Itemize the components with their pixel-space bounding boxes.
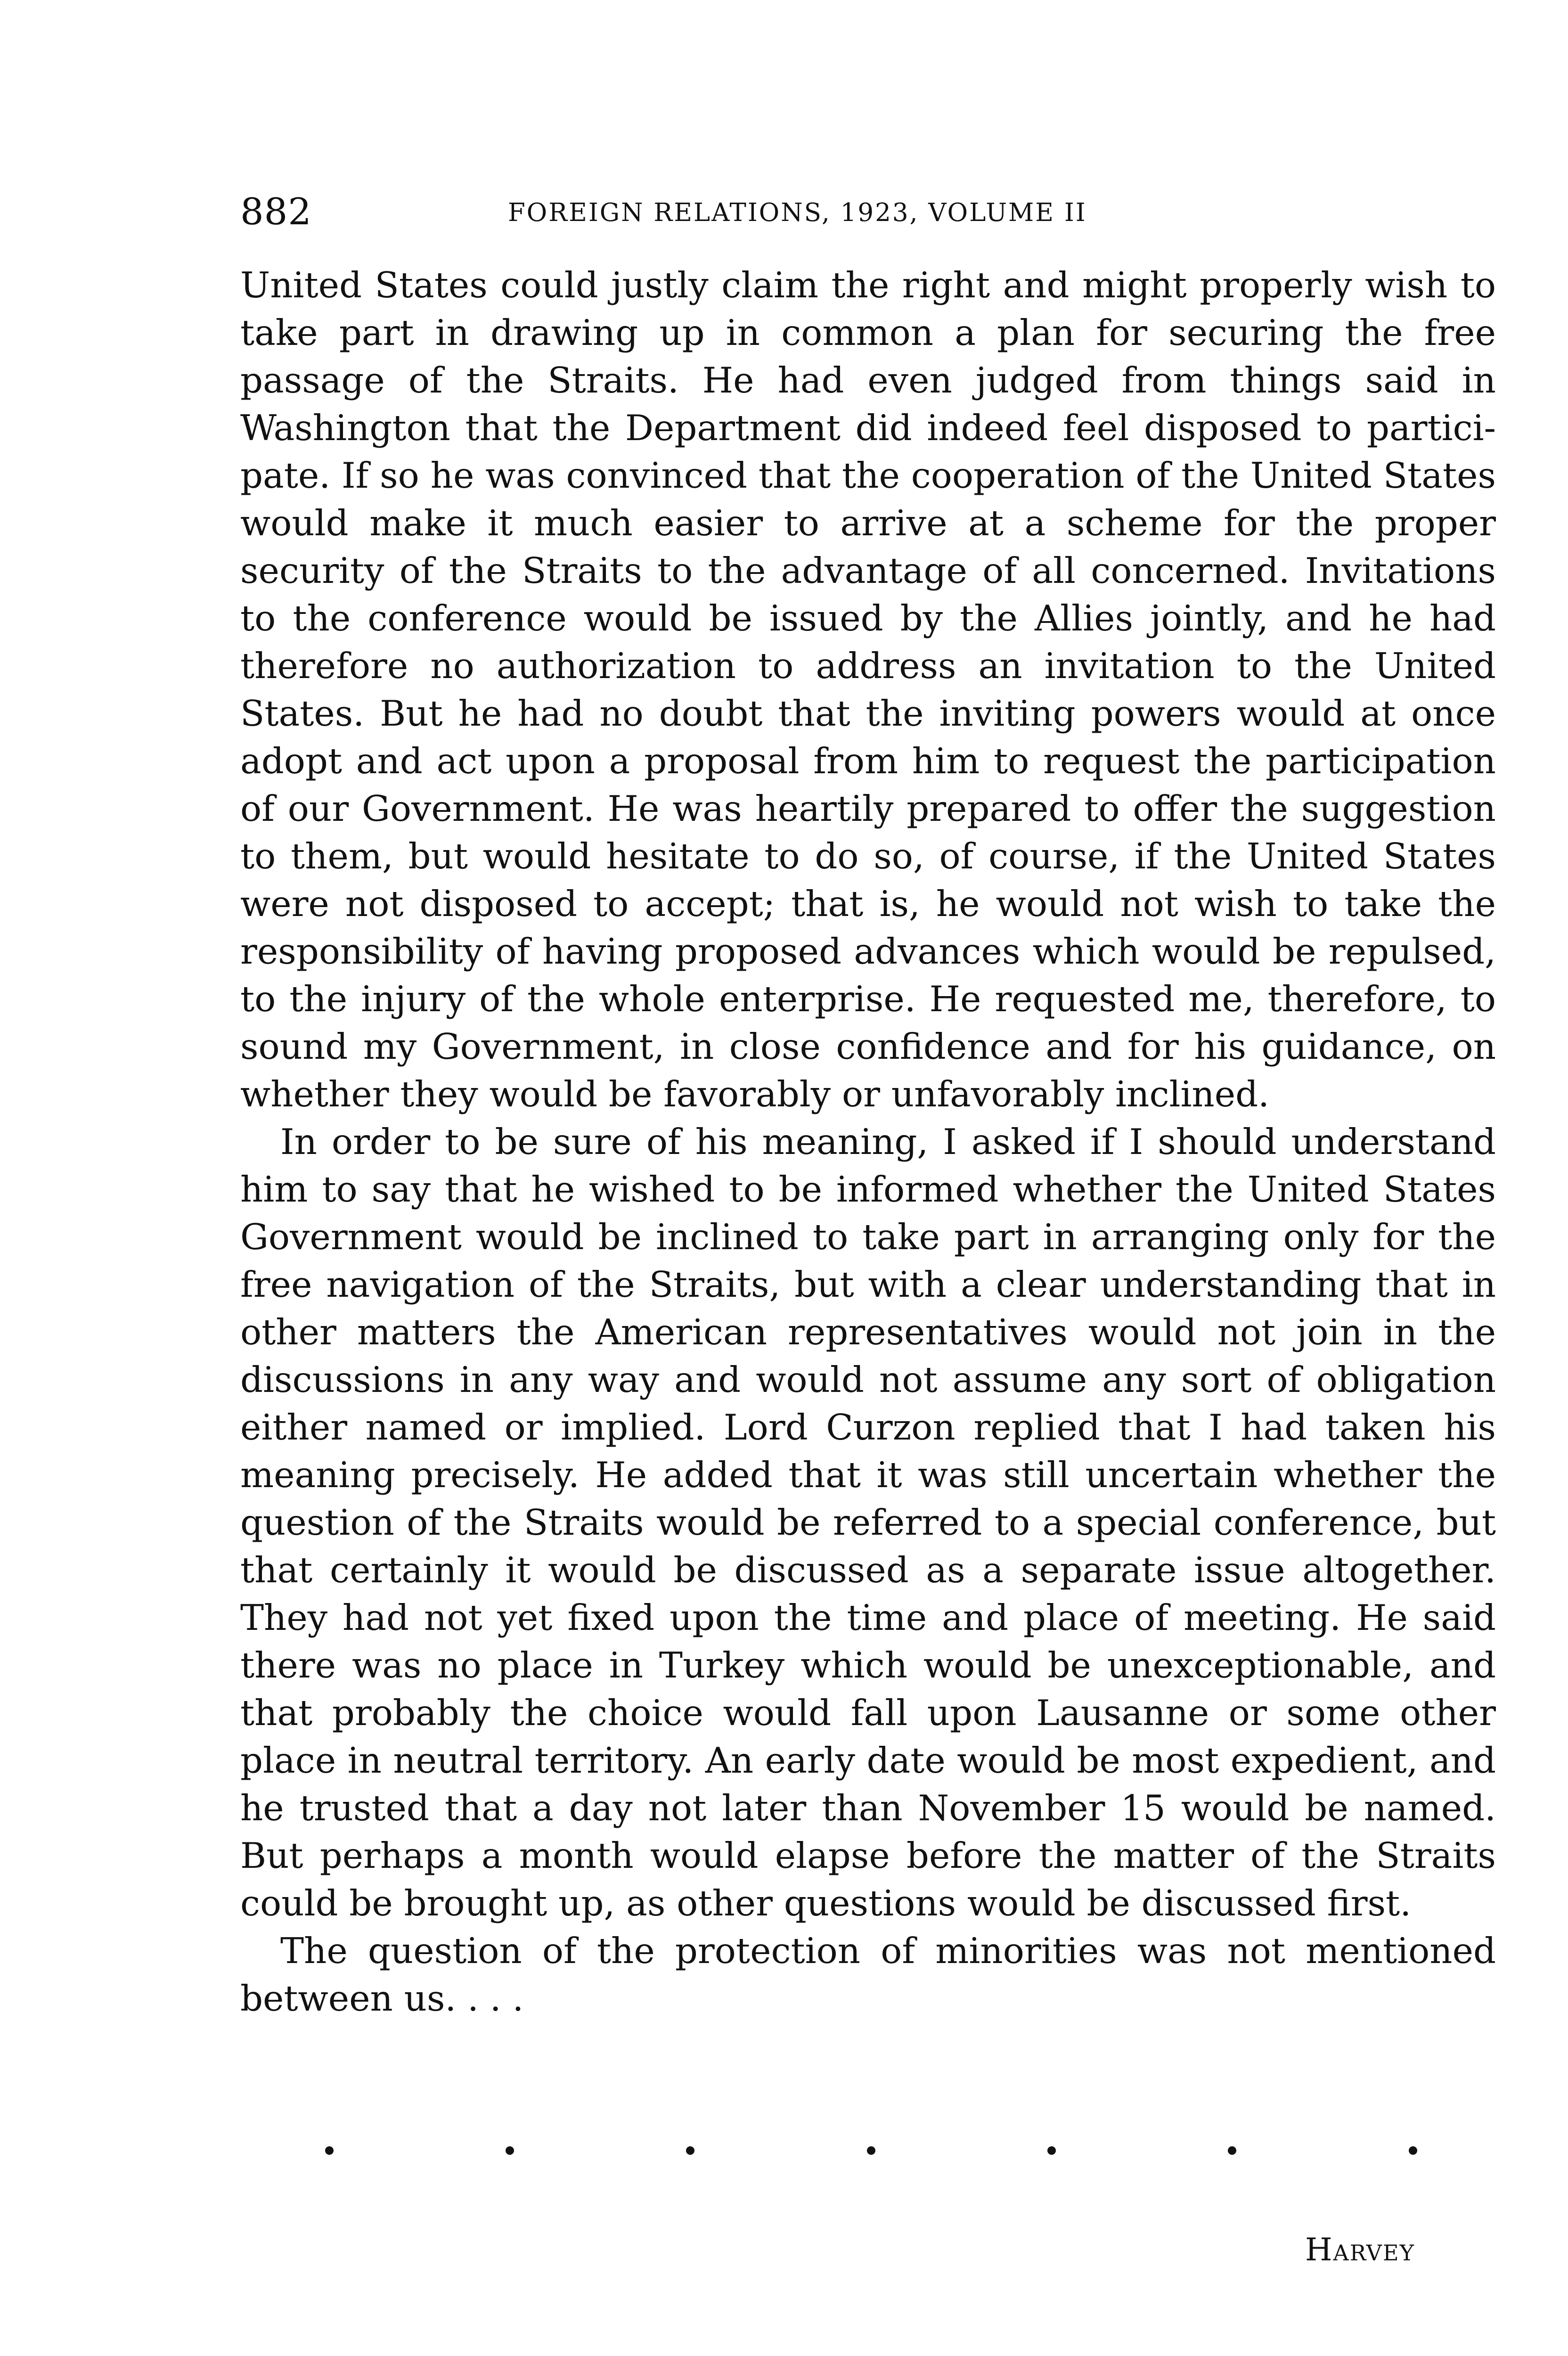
- paragraph: In order to be sure of his meaning, I asked if I should understand him to say that he wished to be informed whether the United States Government would be inclined to take part in arranging only for the free navigation of the Straits, but with a clear understanding that in other matters the American representatives would not join in the discussions in any way and would not assume any sort of obligation either named or implied. Lord Curzon replied that I had taken his meaning precisely. He added that it was still uncertain whether the question of the Straits would be referred to a special conference, but that certainly it would be discussed as a separate issue altogether. They had not yet fixed upon the time and place of meeting. He said there was no place in Turkey which would be unexceptionable, and that probably the choice would fall upon Lausanne or some other place in neutral territory. An early date would be most expedient, and he trusted that a day not later than November 15 would be named. But perhaps a month would elapse before the matter of the Straits could be brought up, as other questions would be discussed first.: [240, 1121, 1496, 1924]
- omission-dot: [686, 2146, 694, 2155]
- omission-dot: [325, 2146, 334, 2155]
- omission-dot: [1409, 2146, 1417, 2155]
- page-number: 882: [240, 191, 312, 233]
- omission-dot: [1228, 2146, 1236, 2155]
- document-body: [240, 262, 1496, 2022]
- omission-dot: [506, 2146, 514, 2155]
- omission-dot: [867, 2146, 875, 2155]
- page-header: [240, 188, 1451, 240]
- paragraph: The question of the protection of minorities was not mentioned between us. . . .: [240, 1930, 1496, 2019]
- paragraph-continued: United States could justly claim the right and might properly wish to take part in drawing up in common a plan for securing the free passage of the Straits. He had even judged from things said in Washington that the Department did indeed feel disposed to participate. If so he was convinced that the cooperation of the United States would make it much easier to arrive at a scheme for the proper security of the Straits to the advantage of all concerned. Invitations to the conference would be issued by the Allies jointly, and he had therefore no authorization to address an invitation to the United States. But he had no doubt that the inviting powers would at once adopt and act upon a proposal from him to request the participation of our Government. He was heartily prepared to offer the suggestion to them, but would hesitate to do so, of course, if the United States were not disposed to accept; that is, he would not wish to take the responsibility of having proposed advances which would be repulsed, to the injury of the whole enterprise. He requested me, therefore, to sound my Government, in close confidence and for his guidance, on whether they would be favorably or unfavorably inclined.: [240, 264, 1496, 1115]
- signature: Harvey: [1305, 2232, 1415, 2268]
- omission-dots: [325, 2146, 1423, 2165]
- omission-dot: [1047, 2146, 1056, 2155]
- running-title: FOREIGN RELATIONS, 1923, VOLUME II: [508, 198, 1087, 227]
